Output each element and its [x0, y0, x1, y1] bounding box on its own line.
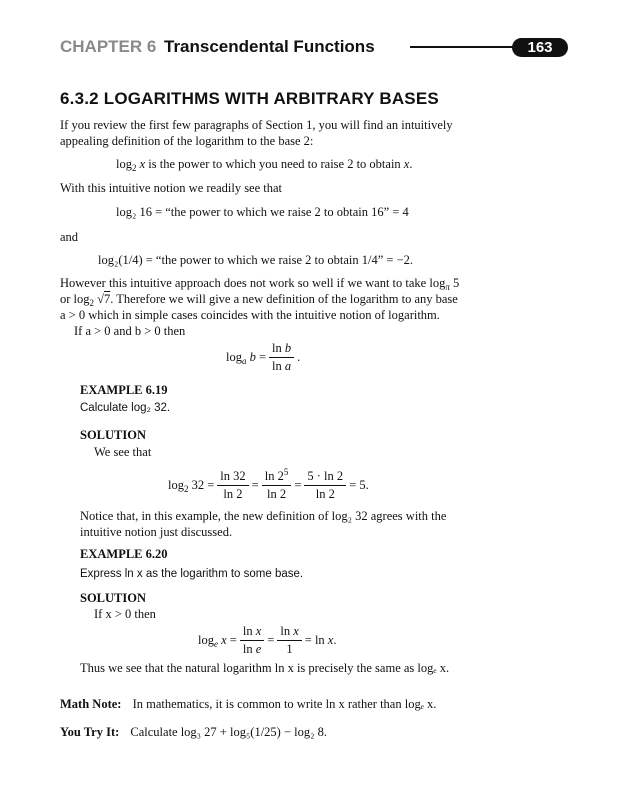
definition-text: is the power to which you need to raise 2 to obtain	[148, 157, 401, 171]
thus-text: Thus we see that the natural logarithm ln x is precisely the same as logₑ x.	[80, 661, 450, 675]
if-line: If a > 0 and b > 0 then	[74, 324, 186, 338]
you-try-it-text: Calculate log₃ 27 + log₅(1/25) − log₂ 8.	[130, 725, 327, 739]
section-heading: 6.3.2 LOGARITHMS WITH ARBITRARY BASES	[60, 89, 439, 108]
math-note-text: In mathematics, it is common to write ln x rather than logₑ x.	[132, 697, 437, 711]
math-note	[60, 697, 436, 712]
we-see-text: We see that	[94, 445, 152, 459]
however-paragraph	[60, 275, 500, 339]
math-note-label: Math Note:	[60, 697, 122, 711]
log2-32-formula: $\log_2 32$ = $\frac{\ln 32}{\ln 2}$ = $\frac{\ln 2^5}{\ln 2}$ = $\frac{5 \cdot \ln 2}{\ln 2}$ = 5.	[168, 467, 369, 501]
header-rule	[410, 46, 522, 48]
solution-620-label: SOLUTION	[80, 591, 146, 605]
and-text: and	[60, 230, 79, 244]
example-620-label: EXAMPLE 6.20	[80, 547, 168, 561]
example-620-prompt: Express ln x as the logarithm to some base.	[80, 568, 304, 580]
page-number: 163	[512, 38, 568, 57]
intro-line-1: If you review the first few paragraphs of Section 1, you will find an intuitively	[60, 118, 453, 132]
ln-x-formula: $\log_e x$ = $\frac{\text{ln x}}{\text{ln e}}$ = $\frac{\text{ln x}}{1}$ = ln x.	[198, 624, 337, 656]
intro-paragraph	[60, 117, 500, 149]
if-x-text: If x > 0 then	[94, 607, 156, 621]
however-line-2: or $\log_2 √7$. Therefore we will give a new definition of the logarithm to any base	[60, 292, 458, 308]
solution-619-label: SOLUTION	[80, 428, 146, 442]
intro-line-2: appealing definition of the logarithm to the base 2:	[60, 134, 314, 148]
example-log2-quarter: log₂(1/4) = “the power to which we raise 2 to obtain 1/4” = −2.	[98, 253, 414, 267]
chapter-title: Transcendental Functions	[164, 37, 375, 56]
example-619-prompt: Calculate log₂ 32.	[80, 402, 171, 414]
example-log2-16: log₂ 16 = “the power to which we raise 2 to obtain 16” = 4	[116, 205, 409, 219]
example-619-label: EXAMPLE 6.19	[80, 383, 168, 397]
definition-formula: $\log_a b$ = $\frac{\text{ln b}}{\text{ln a}}$ .	[226, 341, 301, 373]
you-try-it-label: You Try It:	[60, 725, 120, 739]
however-line-3: a > 0 which in simple cases coincides with the intuitive notion of logarithm.	[60, 308, 440, 322]
notice-paragraph: Notice that, in this example, the new definition of log₂ 32 agrees with the intuitive notion just discussed.	[80, 509, 447, 539]
chapter-label: CHAPTER 6	[60, 37, 157, 56]
however-line-1: However this intuitive approach does not work so well if we want to take $\log_\pi 5$	[60, 276, 460, 292]
with-this-text: With this intuitive notion we readily see that	[60, 181, 283, 195]
you-try-it	[60, 725, 327, 740]
definition-line: $\log_2 x$ is the power to which you need to raise 2 to obtain x.	[116, 157, 413, 173]
